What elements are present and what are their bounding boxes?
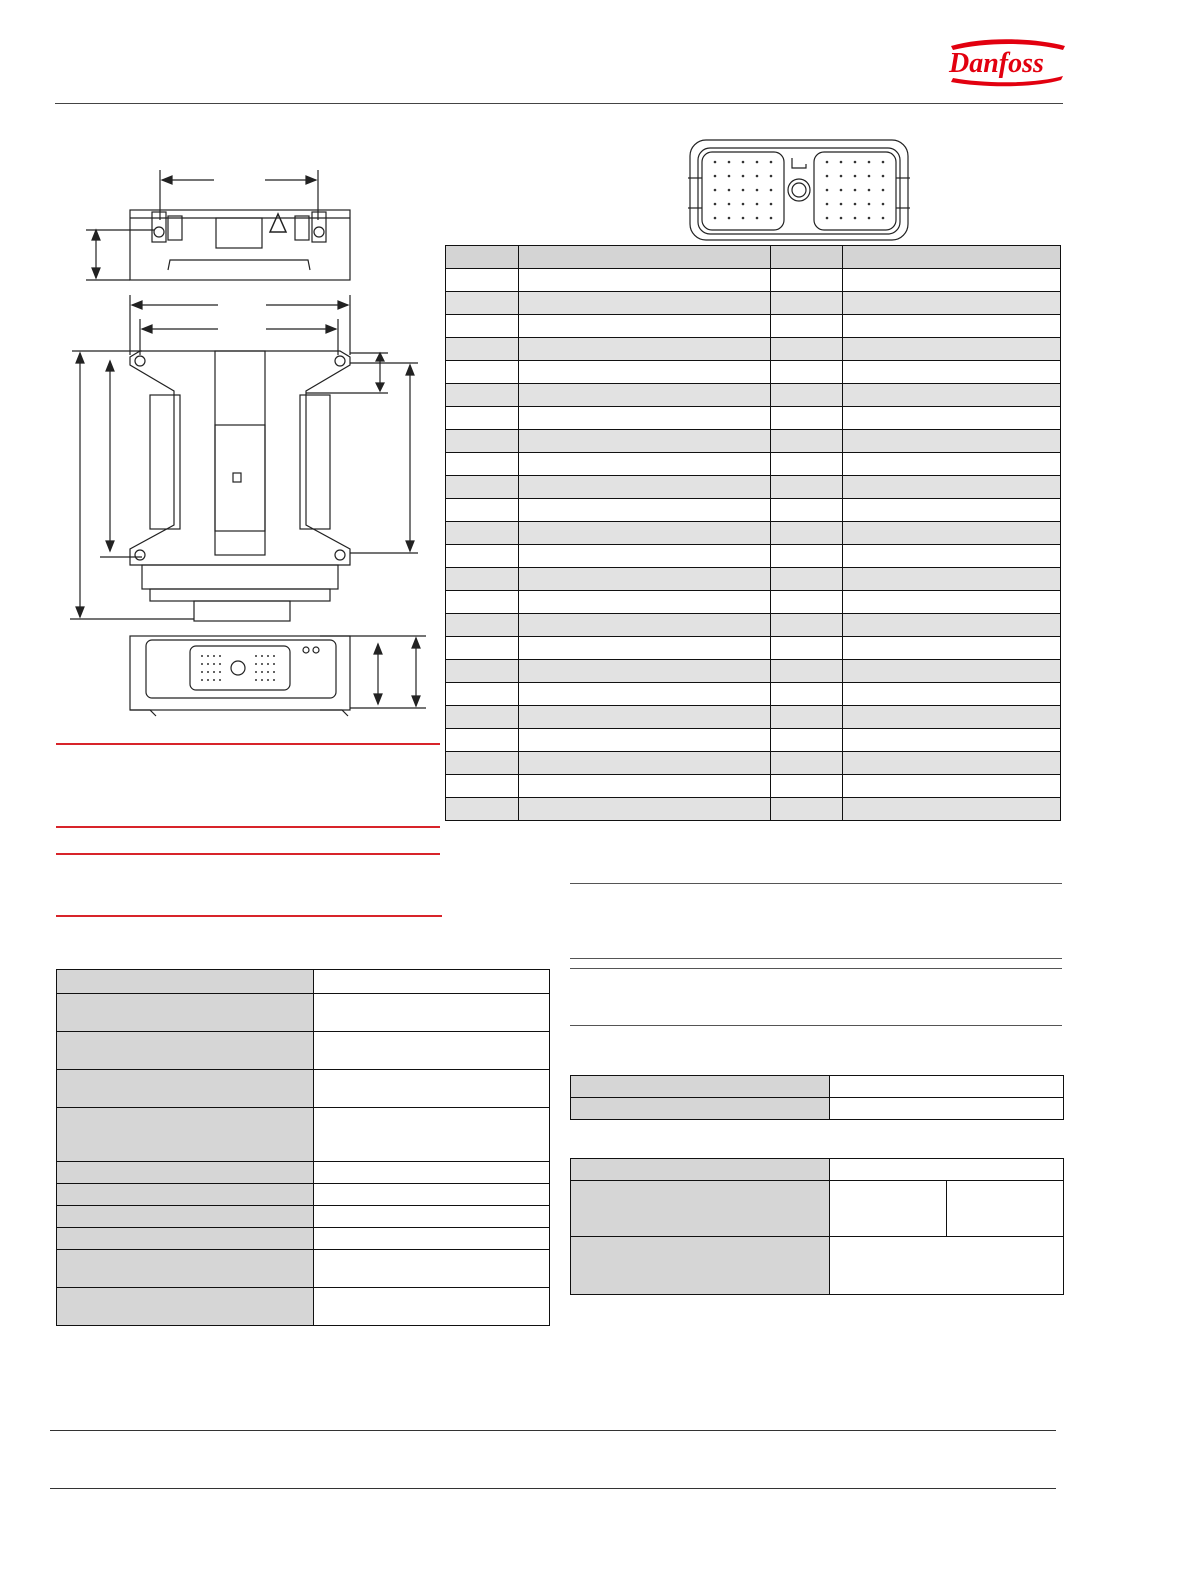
table-cell	[770, 752, 843, 775]
table-cell	[770, 407, 843, 430]
table-row	[446, 315, 1061, 338]
table-cell	[770, 637, 843, 660]
table-cell	[843, 683, 1061, 706]
table-row	[446, 775, 1061, 798]
connector-pin	[854, 217, 857, 220]
connector-pin	[770, 161, 773, 164]
table-cell	[446, 292, 519, 315]
table-cell	[446, 476, 519, 499]
connector-pin	[826, 175, 829, 178]
connector-pin	[714, 161, 717, 164]
table-cell	[843, 637, 1061, 660]
table-cell	[446, 614, 519, 637]
table-cell	[446, 315, 519, 338]
connector-pin	[868, 175, 871, 178]
section-rule	[56, 915, 442, 917]
table-row	[446, 430, 1061, 453]
table-cell	[843, 338, 1061, 361]
section-rule	[570, 883, 1062, 884]
section-rule	[570, 1025, 1062, 1026]
table-cell	[770, 315, 843, 338]
connector-pin	[770, 203, 773, 206]
table-cell	[446, 660, 519, 683]
table-cell	[843, 706, 1061, 729]
table-cell	[770, 591, 843, 614]
table-cell	[843, 246, 1061, 269]
table-cell	[843, 798, 1061, 821]
table-cell	[770, 499, 843, 522]
connector-pin	[742, 161, 745, 164]
logo-text: Danfoss	[949, 48, 1044, 79]
section-rule	[56, 853, 440, 855]
danfoss-logo	[945, 38, 1069, 86]
table-row	[446, 545, 1061, 568]
connector-pin	[756, 189, 759, 192]
table-row	[446, 338, 1061, 361]
table-row	[446, 407, 1061, 430]
table-cell	[518, 269, 770, 292]
section-rule	[570, 968, 1062, 969]
specification-table	[56, 969, 550, 1326]
table-cell	[446, 591, 519, 614]
section-rule	[56, 826, 440, 828]
table-cell	[518, 315, 770, 338]
table-cell	[770, 430, 843, 453]
connector-pin	[882, 175, 885, 178]
connector-pin	[868, 189, 871, 192]
table-cell	[770, 545, 843, 568]
table-cell	[518, 660, 770, 683]
table-cell	[518, 545, 770, 568]
connector-pin	[826, 203, 829, 206]
table-cell	[518, 775, 770, 798]
table-cell	[518, 683, 770, 706]
table-cell	[770, 476, 843, 499]
table-cell	[518, 499, 770, 522]
connector-pin	[756, 161, 759, 164]
connector-pin	[826, 189, 829, 192]
table-cell	[446, 407, 519, 430]
footer-rule	[50, 1488, 1056, 1489]
connector-pin	[770, 217, 773, 220]
connector-pin	[882, 217, 885, 220]
table-row	[446, 660, 1061, 683]
connector-pin	[770, 189, 773, 192]
connector-pin	[826, 217, 829, 220]
table-cell	[843, 499, 1061, 522]
table-cell	[446, 246, 519, 269]
connector-pin	[728, 175, 731, 178]
header-rule	[55, 103, 1063, 104]
table-row	[446, 614, 1061, 637]
table-cell	[518, 453, 770, 476]
table-cell	[843, 752, 1061, 775]
table-cell	[518, 384, 770, 407]
connector-pin	[854, 175, 857, 178]
table-cell	[770, 453, 843, 476]
connector-pin	[840, 175, 843, 178]
connector-pin	[714, 217, 717, 220]
table-cell	[843, 568, 1061, 591]
connector-pin	[840, 217, 843, 220]
table-cell	[446, 453, 519, 476]
connector-pin	[742, 175, 745, 178]
table-row	[446, 568, 1061, 591]
footer-rule	[50, 1430, 1056, 1431]
table-cell	[446, 361, 519, 384]
table-cell	[770, 683, 843, 706]
connector-pin	[714, 203, 717, 206]
table-cell	[518, 246, 770, 269]
table-cell	[770, 246, 843, 269]
connector-pin	[728, 161, 731, 164]
table-cell	[446, 522, 519, 545]
table-cell	[843, 522, 1061, 545]
table-row	[446, 522, 1061, 545]
table-cell	[518, 338, 770, 361]
connector-pin	[882, 189, 885, 192]
table-cell	[843, 476, 1061, 499]
connector-pin	[826, 161, 829, 164]
connector-pin	[714, 175, 717, 178]
table-cell	[518, 522, 770, 545]
table-cell	[446, 269, 519, 292]
connector-pin	[854, 189, 857, 192]
table-cell	[770, 338, 843, 361]
connector-pin	[840, 203, 843, 206]
table-row	[446, 591, 1061, 614]
table-cell	[446, 637, 519, 660]
table-row	[446, 637, 1061, 660]
table-header-row	[446, 246, 1061, 269]
table-cell	[446, 752, 519, 775]
table-cell	[446, 568, 519, 591]
connector-icon	[688, 138, 910, 244]
specification-table-2	[570, 1075, 1064, 1120]
table-cell	[843, 384, 1061, 407]
table-cell	[843, 292, 1061, 315]
table-row	[446, 269, 1061, 292]
table-row	[446, 752, 1061, 775]
table-row	[446, 729, 1061, 752]
connector-pin	[854, 161, 857, 164]
connector-pin	[868, 203, 871, 206]
table-cell	[518, 614, 770, 637]
table-cell	[446, 775, 519, 798]
table-cell	[446, 706, 519, 729]
connector-pin	[854, 203, 857, 206]
table-cell	[518, 591, 770, 614]
table-cell	[770, 522, 843, 545]
table-cell	[446, 545, 519, 568]
connector-pin	[742, 203, 745, 206]
table-cell	[446, 683, 519, 706]
specification-table-3	[570, 1158, 1064, 1295]
table-cell	[518, 361, 770, 384]
module-front-view-drawing	[70, 295, 440, 625]
module-side-view-drawing	[120, 628, 440, 718]
table-cell	[843, 407, 1061, 430]
connector-pin	[840, 161, 843, 164]
table-cell	[518, 476, 770, 499]
table-cell	[770, 269, 843, 292]
table-cell	[770, 729, 843, 752]
table-cell	[843, 315, 1061, 338]
table-row	[446, 683, 1061, 706]
table-cell	[518, 637, 770, 660]
recycle-icon	[270, 214, 286, 232]
table-cell	[518, 798, 770, 821]
table-cell	[518, 729, 770, 752]
table-cell	[843, 775, 1061, 798]
connector-pin	[728, 217, 731, 220]
connector-pin	[756, 203, 759, 206]
connector-pin	[840, 189, 843, 192]
table-cell	[770, 660, 843, 683]
table-cell	[518, 752, 770, 775]
table-row	[446, 476, 1061, 499]
table-cell	[770, 292, 843, 315]
table-cell	[518, 430, 770, 453]
connector-pin	[756, 217, 759, 220]
table-cell	[770, 775, 843, 798]
table-cell	[770, 614, 843, 637]
module-top-view-drawing	[80, 160, 440, 290]
connector-pin	[882, 161, 885, 164]
table-cell	[843, 545, 1061, 568]
table-row	[446, 706, 1061, 729]
section-rule	[56, 743, 440, 745]
connector-pin	[868, 161, 871, 164]
table-cell	[843, 591, 1061, 614]
connector-pin	[770, 175, 773, 178]
connector-pin	[756, 175, 759, 178]
table-cell	[770, 798, 843, 821]
table-cell	[770, 384, 843, 407]
table-cell	[446, 384, 519, 407]
connector-pin	[868, 217, 871, 220]
connector-pin	[742, 189, 745, 192]
pin-assignment-table	[445, 245, 1061, 821]
table-cell	[843, 430, 1061, 453]
table-cell	[518, 407, 770, 430]
table-cell	[843, 361, 1061, 384]
connector-pin	[728, 203, 731, 206]
section-rule	[570, 958, 1062, 959]
table-cell	[518, 292, 770, 315]
connector-pin	[882, 203, 885, 206]
table-cell	[843, 453, 1061, 476]
table-cell	[843, 614, 1061, 637]
table-row	[446, 292, 1061, 315]
table-cell	[770, 706, 843, 729]
table-cell	[770, 361, 843, 384]
table-cell	[518, 706, 770, 729]
table-cell	[446, 338, 519, 361]
table-cell	[843, 729, 1061, 752]
connector-pin	[714, 189, 717, 192]
table-cell	[446, 499, 519, 522]
table-row	[446, 453, 1061, 476]
connector-pin	[742, 217, 745, 220]
table-cell	[770, 568, 843, 591]
table-row	[446, 499, 1061, 522]
table-cell	[446, 798, 519, 821]
table-row	[446, 384, 1061, 407]
table-cell	[446, 729, 519, 752]
table-cell	[446, 430, 519, 453]
table-row	[446, 361, 1061, 384]
table-cell	[518, 568, 770, 591]
table-row	[446, 798, 1061, 821]
table-cell	[843, 269, 1061, 292]
connector-pin	[728, 189, 731, 192]
table-cell	[843, 660, 1061, 683]
